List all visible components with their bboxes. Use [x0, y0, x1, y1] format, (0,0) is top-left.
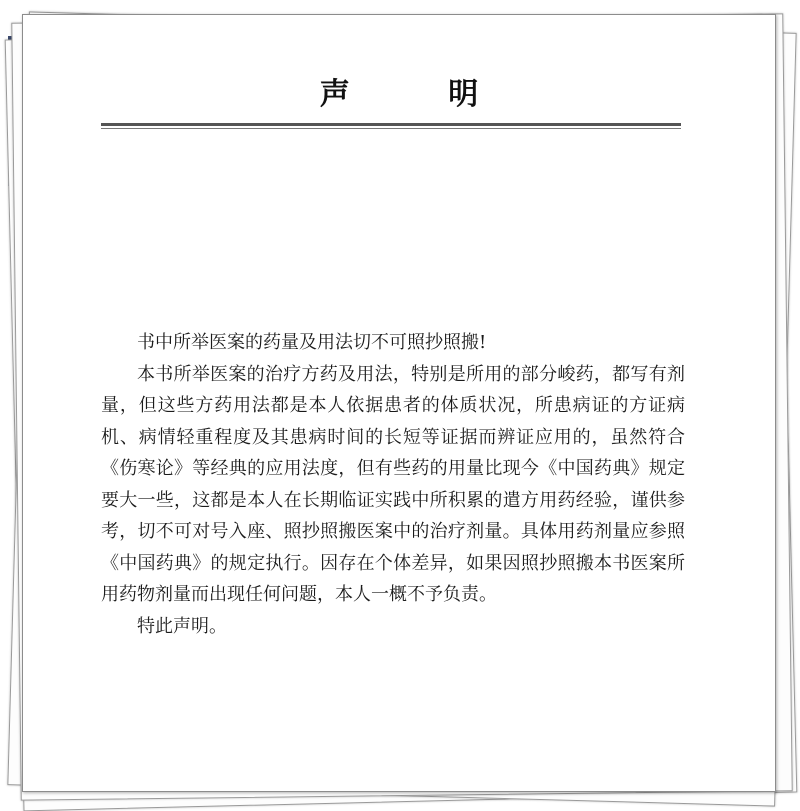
title-rule-thin [101, 128, 681, 129]
document-page [22, 14, 776, 792]
statement-body [101, 327, 685, 642]
statement-warning: 书中所举医案的药量及用法切不可照抄照搬! [137, 332, 487, 353]
statement-closing: 特此声明。 [137, 615, 227, 637]
statement-paragraph: 本书所举医案的治疗方药及用法，特别是所用的部分峻药，都写有剂量，但这些方药用法都是本人依据患者的体质状况，所患病证的方证病机、病情轻重程度及其患病时间的长短等证据而辨证应用的，虽然符合《伤寒论》等经典的应用法度，但有些药的用量比现今《中国药典》规定要大一些，这都是本人在长期临证实践中所积累的遣方用药经验，谨供参考，切不可对号入座、照抄照搬医案中的治疗剂量。具体用药剂量应参照《中国药典》的规定执行。因存在个体差异，如果因照抄照搬本书医案所用药物剂量而出现任何问题，本人一概不予负责。 [101, 363, 685, 605]
title-rule-thick [101, 123, 681, 126]
page-title: 声 明 [319, 77, 523, 112]
